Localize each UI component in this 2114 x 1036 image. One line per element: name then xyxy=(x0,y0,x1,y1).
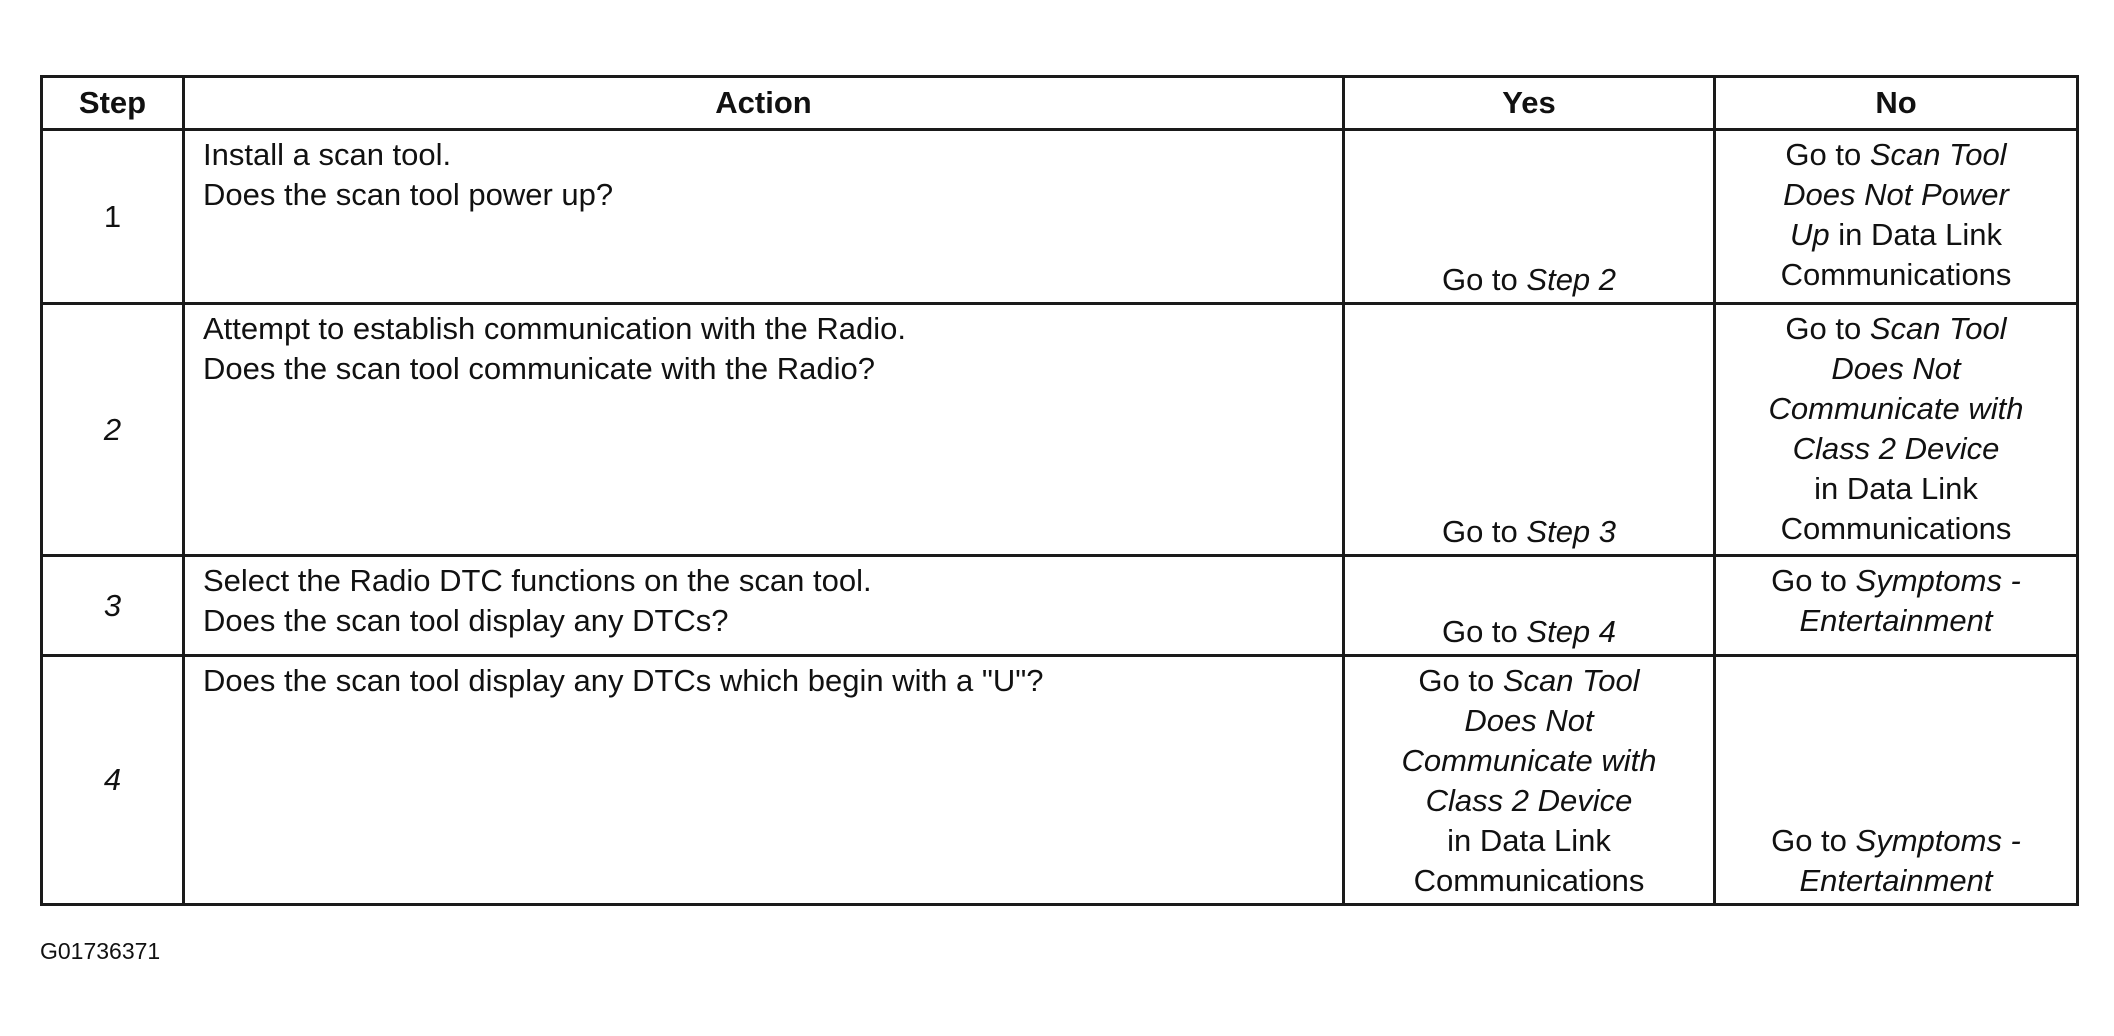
step-number: 2 xyxy=(103,411,122,447)
yes-line xyxy=(1351,260,1707,300)
no-line xyxy=(1722,561,2070,601)
no-line: in Data Link xyxy=(1814,471,1978,506)
no-line: Entertainment xyxy=(1799,863,1993,898)
table-row-step-2 xyxy=(42,304,2078,556)
yes-line: Class 2 Device xyxy=(1425,783,1633,818)
yes-cell xyxy=(1344,304,1715,556)
no-text: Go to xyxy=(1771,563,1856,598)
step-number-cell xyxy=(42,656,184,905)
step-number-cell xyxy=(42,130,184,304)
no-line xyxy=(1722,215,2070,255)
diagnostic-table xyxy=(40,75,2079,906)
no-link-text: Up xyxy=(1790,217,1830,252)
action-cell xyxy=(184,556,1344,656)
no-cell xyxy=(1715,656,2078,905)
yes-line xyxy=(1351,661,1707,701)
yes-line: Communications xyxy=(1413,863,1645,898)
yes-text: Go to xyxy=(1441,262,1527,297)
action-cell xyxy=(184,130,1344,304)
action-line: Install a scan tool. xyxy=(203,137,452,172)
action-cell xyxy=(184,656,1344,905)
step-number-cell xyxy=(42,556,184,656)
yes-cell xyxy=(1344,130,1715,304)
no-line: Class 2 Device xyxy=(1792,431,2000,466)
table-row-step-1 xyxy=(42,130,2078,304)
no-text: Go to xyxy=(1785,311,1870,346)
table-row-step-4 xyxy=(42,656,2078,905)
no-line: Does Not Power xyxy=(1783,177,2009,212)
no-link-text: Scan Tool xyxy=(1869,137,2007,172)
action-line: Does the scan tool communicate with the Radio? xyxy=(203,351,876,386)
action-line: Does the scan tool power up? xyxy=(203,177,614,212)
yes-text: Go to xyxy=(1418,663,1503,698)
no-text: in Data Link xyxy=(1829,217,2002,252)
no-line xyxy=(1722,821,2070,861)
yes-cell xyxy=(1344,656,1715,905)
step-number: 4 xyxy=(103,762,122,797)
action-cell xyxy=(184,304,1344,556)
yes-text: Go to xyxy=(1441,614,1527,649)
no-line: Communications xyxy=(1780,511,2012,546)
no-line: Does Not xyxy=(1831,351,1961,386)
no-line: Communications xyxy=(1780,257,2012,292)
yes-line: in Data Link xyxy=(1447,823,1611,858)
no-link-text: Scan Tool xyxy=(1869,311,2007,346)
no-cell xyxy=(1715,304,2078,556)
action-line: Select the Radio DTC functions on the scan tool. xyxy=(203,563,872,598)
no-link-text: Symptoms - xyxy=(1855,823,2021,858)
action-line: Does the scan tool display any DTCs? xyxy=(203,603,729,638)
header-row xyxy=(42,77,2078,130)
figure-id: G01736371 xyxy=(40,938,161,964)
header-step: Step xyxy=(42,77,184,130)
yes-line: Communicate with xyxy=(1401,743,1657,778)
yes-link-text: Step 3 xyxy=(1526,514,1617,549)
yes-line xyxy=(1351,612,1707,652)
table-row-step-3 xyxy=(42,556,2078,656)
header-no: No xyxy=(1715,77,2078,130)
action-line xyxy=(203,309,1342,349)
step-number-cell xyxy=(42,304,184,556)
yes-link-text: Step 2 xyxy=(1526,262,1617,297)
step-number: 3 xyxy=(103,587,122,623)
yes-line: Does Not xyxy=(1464,703,1594,738)
yes-link-text: Scan Tool xyxy=(1502,663,1640,698)
action-line: Does the scan tool display any DTCs which begin with a "U"? xyxy=(203,663,1044,698)
yes-line xyxy=(1351,512,1707,552)
no-line: Entertainment xyxy=(1799,603,1993,638)
no-text: Go to xyxy=(1785,137,1870,172)
no-link-text: Symptoms - xyxy=(1855,563,2021,598)
no-line xyxy=(1722,309,2070,349)
no-cell xyxy=(1715,130,2078,304)
header-yes: Yes xyxy=(1344,77,1715,130)
yes-text: Go to xyxy=(1441,514,1527,549)
no-line xyxy=(1722,135,2070,175)
no-line: Communicate with xyxy=(1768,391,2024,426)
yes-link-text: Step 4 xyxy=(1526,614,1617,649)
step-number: 1 xyxy=(103,198,122,234)
yes-cell xyxy=(1344,556,1715,656)
no-cell xyxy=(1715,556,2078,656)
header-action: Action xyxy=(184,77,1344,130)
action-text: Attempt to establish communication with the Radio. xyxy=(203,311,907,346)
no-text: Go to xyxy=(1771,823,1856,858)
